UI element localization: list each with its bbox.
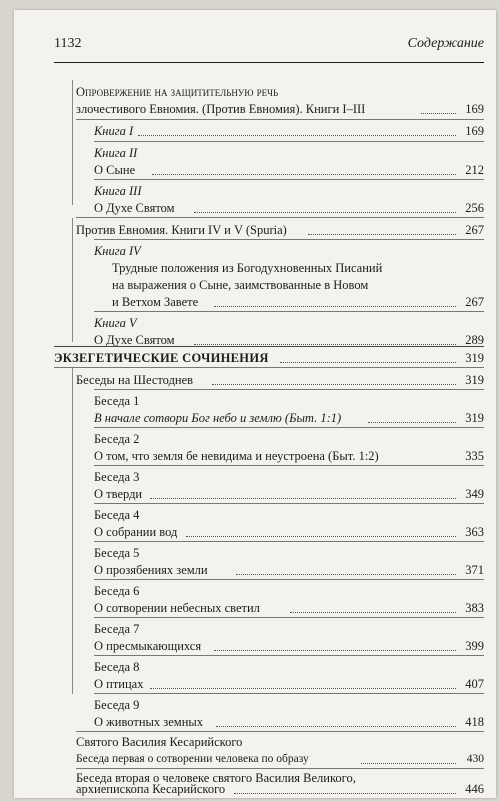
toc-entry: [94, 486, 484, 503]
toc-page-number: 267: [465, 223, 484, 237]
toc-entry-title: О собрании вод: [94, 525, 178, 539]
toc-entry-title: Беседа 3: [94, 470, 140, 484]
heading-rule: [54, 346, 484, 347]
toc-entry-title: Опровержение на защитительную речь: [76, 85, 279, 99]
toc-entry: [94, 431, 484, 448]
toc-entry-title: Беседа 7: [94, 622, 140, 636]
toc-entry: [76, 222, 484, 239]
entry-rule: [76, 119, 484, 120]
toc-entry: [94, 659, 484, 676]
toc-entry-title: Книга III: [94, 184, 142, 198]
toc-vertical-line: [72, 80, 73, 205]
toc-entry: [94, 676, 484, 693]
toc-page-number: 363: [465, 525, 484, 539]
toc-page-number: 446: [465, 782, 484, 796]
toc-entry-title: О тверди: [94, 487, 143, 501]
leader-dots: [368, 422, 456, 423]
toc-entry-title: Беседа 1: [94, 394, 140, 408]
entry-rule: [94, 541, 484, 542]
toc-entry: [76, 734, 484, 751]
entry-rule: [94, 503, 484, 504]
document-page: [14, 10, 496, 798]
toc-page-number: 169: [465, 124, 484, 138]
toc-page-number: 399: [465, 639, 484, 653]
entry-rule: [94, 693, 484, 694]
leader-dots: [212, 384, 456, 385]
toc-entry-title: Беседа 8: [94, 660, 140, 674]
toc-entry-title: О прозябениях земли: [94, 563, 208, 577]
toc-entry-title: Беседа 5: [94, 546, 140, 560]
toc-entry: [94, 162, 484, 179]
running-title: Содержание: [407, 36, 484, 51]
toc-page-number: 256: [465, 201, 484, 215]
toc-entry: [112, 260, 484, 277]
entry-rule: [94, 311, 484, 312]
toc-page-number: 319: [465, 351, 484, 365]
leader-dots: [186, 536, 456, 537]
toc-entry: [94, 393, 484, 410]
toc-entry-title: архиепископа Кесарийского: [76, 782, 226, 796]
leader-dots: [214, 650, 456, 651]
entry-rule: [94, 141, 484, 142]
toc-entry: [94, 243, 484, 260]
section-rule: [76, 768, 484, 769]
toc-entry-title: В начале сотвори Бог небо и землю (Быт. 1:1): [94, 411, 342, 425]
entry-rule: [94, 579, 484, 580]
toc-entry-title: злочестивого Евномия. (Против Евномия). Книги I–III: [76, 102, 366, 116]
section-heading-title: ЭКЗЕГЕТИЧЕСКИЕ СОЧИНЕНИЯ: [54, 351, 269, 365]
toc-page-number: 349: [465, 487, 484, 501]
toc-entry: [94, 638, 484, 655]
toc-entry: [112, 294, 484, 311]
toc-page-number: 335: [465, 449, 484, 463]
leader-dots: [280, 362, 456, 363]
toc-page-number: 319: [465, 411, 484, 425]
toc-entry: [94, 507, 484, 524]
toc-entry: [76, 751, 484, 768]
leader-dots: [214, 306, 456, 307]
toc-entry-title: Беседы на Шестоднев: [76, 373, 194, 387]
toc-entry: [94, 200, 484, 217]
toc-entry-title: на выражения о Сыне, заимствованные в Новом: [112, 278, 369, 292]
toc-page-number: 267: [465, 295, 484, 309]
toc-page-number: 319: [465, 373, 484, 387]
toc-entry-title: О Духе Святом: [94, 333, 175, 347]
toc-entry: [94, 600, 484, 617]
toc-entry-title: О том, что земля бе невидима и неустроена (Быт. 1:2): [94, 449, 379, 463]
page-number: 1132: [54, 36, 82, 51]
toc-entry-title: Книга V: [94, 316, 137, 330]
entry-rule: [94, 239, 484, 240]
toc-entry: [94, 697, 484, 714]
leader-dots: [194, 212, 456, 213]
toc-entry-title: О птицах: [94, 677, 144, 691]
leader-dots: [234, 793, 456, 794]
toc-entry-title: О Духе Святом: [94, 201, 175, 215]
toc-vertical-line: [72, 218, 73, 342]
entry-rule: [94, 617, 484, 618]
toc-entry-title: Беседа 2: [94, 432, 140, 446]
toc-entry-title: Святого Василия Кесарийского: [76, 735, 243, 749]
toc-entry: [94, 183, 484, 200]
toc-entry-title: Беседа вторая о человеке святого Василия Великого,: [76, 771, 356, 785]
toc-entry: [94, 410, 484, 427]
toc-entry: [94, 562, 484, 579]
leader-dots: [421, 113, 456, 114]
toc-entry-title: Книга IV: [94, 244, 141, 258]
toc-entry: [94, 469, 484, 486]
toc-entry: [76, 781, 484, 798]
toc-entry-title: Беседа 9: [94, 698, 140, 712]
leader-dots: [308, 234, 456, 235]
toc-entry-title: О животных земных: [94, 715, 204, 729]
toc-entry: [94, 524, 484, 541]
section-rule: [54, 367, 484, 368]
leader-dots: [290, 612, 456, 613]
leader-dots: [152, 174, 456, 175]
toc-entry-title: Против Евномия. Книги IV и V (Spuria): [76, 223, 287, 237]
toc-page-number: 169: [465, 102, 484, 116]
toc-entry: [94, 315, 484, 332]
toc-page-number: 407: [465, 677, 484, 691]
toc-vertical-line: [72, 368, 73, 694]
toc-entry-title: Беседа 4: [94, 508, 140, 522]
leader-dots: [361, 763, 456, 764]
leader-dots: [150, 688, 456, 689]
entry-rule: [94, 179, 484, 180]
toc-entry: [94, 714, 484, 731]
entry-rule: [94, 427, 484, 428]
toc-entry: [94, 583, 484, 600]
section-rule: [76, 217, 484, 218]
entry-rule: [94, 465, 484, 466]
toc-entry-title: Трудные положения из Богодухновенных Писаний: [112, 261, 383, 275]
toc-entry: [76, 372, 484, 389]
toc-page-number: 430: [466, 753, 484, 765]
toc-page-number: 371: [465, 563, 484, 577]
section-rule: [76, 731, 484, 732]
toc-entry: [94, 545, 484, 562]
toc-entry: [112, 277, 484, 294]
toc-entry-title: О сотворении небесных светил: [94, 601, 260, 615]
toc-entry-title: Книга I: [94, 124, 134, 138]
toc-entry: [94, 123, 484, 140]
toc-page-number: 418: [465, 715, 484, 729]
leader-dots: [216, 726, 456, 727]
leader-dots: [236, 574, 456, 575]
table-of-contents: [14, 10, 496, 798]
toc-section-heading: [54, 350, 484, 367]
entry-rule: [94, 389, 484, 390]
toc-entry-title: и Ветхом Завете: [112, 295, 199, 309]
leader-dots: [150, 498, 456, 499]
toc-entry: [94, 448, 484, 465]
toc-entry-title: Беседа 6: [94, 584, 140, 598]
entry-rule: [94, 655, 484, 656]
toc-page-number: 289: [465, 333, 484, 347]
toc-entry: [94, 145, 484, 162]
leader-dots: [138, 135, 456, 136]
toc-page-number: 212: [465, 163, 484, 177]
toc-entry: [76, 84, 484, 101]
toc-entry: [76, 101, 484, 118]
toc-entry-title: Беседа первая о сотворении человека по образу: [76, 753, 309, 765]
toc-entry-title: Книга II: [94, 146, 138, 160]
toc-entry-title: О Сыне: [94, 163, 136, 177]
toc-entry-title: О пресмыкающихся: [94, 639, 202, 653]
toc-entry: [94, 621, 484, 638]
leader-dots: [194, 344, 456, 345]
toc-page-number: 383: [465, 601, 484, 615]
